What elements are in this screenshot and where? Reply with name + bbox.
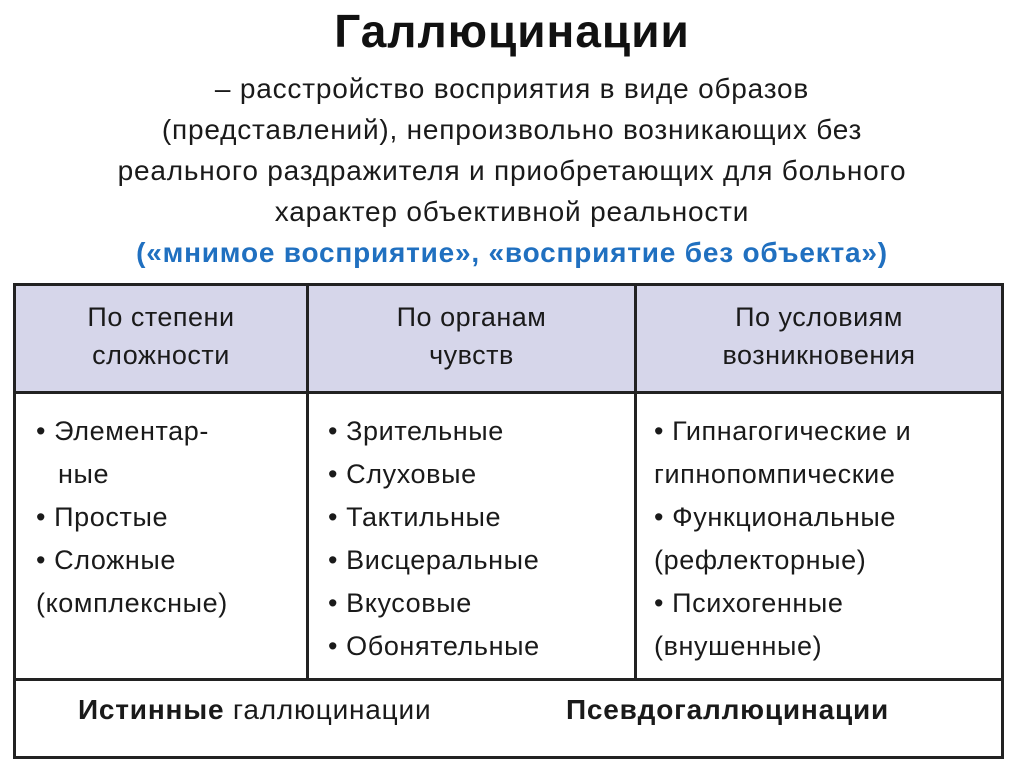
header-conditions — [637, 298, 1001, 374]
header-line: возникновения — [722, 340, 916, 370]
definition-line: (представлений), непроизвольно возникающих без — [161, 114, 863, 145]
header-line: По условиям — [735, 302, 903, 332]
list-complexity — [36, 410, 228, 625]
header-senses — [309, 298, 634, 374]
definition-text — [20, 68, 1004, 273]
definition-line: – расстройство восприятия в виде образов — [214, 73, 810, 104]
list-item: • Гипнагогические и — [654, 416, 912, 446]
list-item: • Простые — [36, 502, 169, 532]
list-item: (комплексные) — [36, 588, 228, 618]
list-item: (внушенные) — [654, 631, 823, 661]
list-item: • Слуховые — [328, 459, 477, 489]
list-item: • Психогенные — [654, 588, 844, 618]
list-item: • Функциональные — [654, 502, 896, 532]
classification-table — [13, 283, 1004, 759]
header-line: сложности — [92, 340, 230, 370]
header-line: По органам — [396, 302, 547, 332]
header-line: чувств — [429, 340, 514, 370]
list-item: • Элементар- — [36, 416, 210, 446]
true-word: Истинные — [78, 694, 225, 725]
true-rest: галлюцинации — [224, 694, 432, 725]
pseudo-hallucinations-label: Псевдогаллюцинации — [566, 694, 890, 725]
page-title: Галлюцинации — [334, 5, 690, 57]
true-hallucinations-label — [78, 694, 431, 726]
list-item: • Зрительные — [328, 416, 504, 446]
list-item: (рефлекторные) — [654, 545, 867, 575]
list-conditions — [654, 410, 911, 668]
list-item: • Висцеральные — [328, 545, 540, 575]
list-item: гипнопомпические — [654, 459, 896, 489]
definition-line: реального раздражителя и приобретающих для больного — [117, 155, 907, 186]
list-senses — [328, 410, 540, 668]
definition-synonyms: («мнимое восприятие», «восприятие без объекта») — [136, 237, 888, 268]
definition-line: характер объективной реальности — [274, 196, 750, 227]
header-line: По степени — [87, 302, 235, 332]
list-item: • Тактильные — [328, 502, 502, 532]
list-item: • Вкусовые — [328, 588, 472, 618]
list-item: • Обонятельные — [328, 631, 540, 661]
list-item: ные — [58, 459, 110, 489]
list-item: • Сложные — [36, 545, 177, 575]
table-footer-row — [16, 678, 1001, 756]
header-complexity — [16, 298, 306, 374]
